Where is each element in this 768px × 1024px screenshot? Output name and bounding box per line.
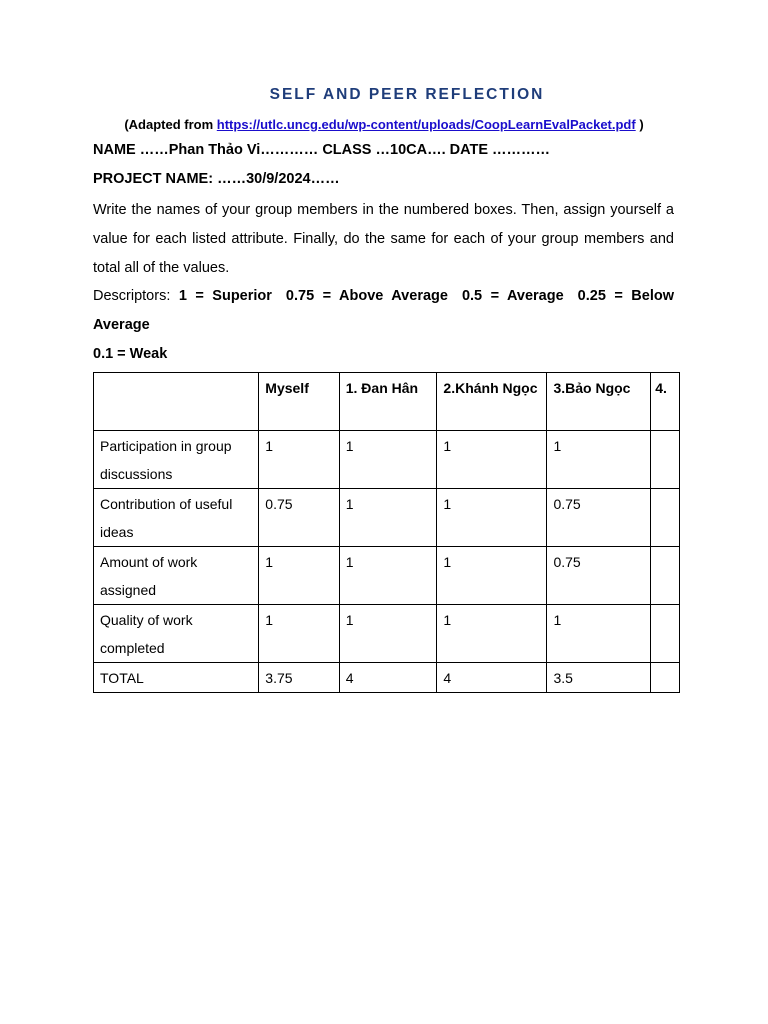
table-cell: 1 <box>259 605 339 663</box>
table-row <box>94 489 680 547</box>
table-cell: 1 <box>339 605 437 663</box>
descriptor-above-average: 0.75 = Above Average <box>285 288 448 304</box>
table-cell <box>651 547 680 605</box>
project-name-line: PROJECT NAME: ……30/9/2024…… <box>93 171 340 187</box>
table-header-row <box>94 373 680 431</box>
total-cell: 3.5 <box>547 663 651 693</box>
table-cell: 1 <box>437 489 547 547</box>
total-label: TOTAL <box>94 663 259 693</box>
total-cell: 3.75 <box>259 663 339 693</box>
total-cell: 4 <box>339 663 437 693</box>
descriptor-average: 0.5 = Average <box>461 288 564 304</box>
table-cell: 1 <box>547 605 651 663</box>
descriptors-label: Descriptors: <box>93 288 171 304</box>
table-cell: 1 <box>259 547 339 605</box>
descriptor-below-average: 0.25 = Below Average <box>93 288 674 333</box>
table-header-cell: 3.Bảo Ngọc <box>547 373 651 431</box>
table-cell: 1 <box>437 605 547 663</box>
table-cell: 1 <box>437 431 547 489</box>
table-row <box>94 431 680 489</box>
row-label: Quality of work completed <box>94 605 259 663</box>
source-note <box>0 117 768 132</box>
descriptors-paragraph <box>93 282 674 369</box>
table-header-cell: 1. Đan Hân <box>339 373 437 431</box>
table-cell: 0.75 <box>547 547 651 605</box>
source-prefix: (Adapted from <box>124 117 217 132</box>
descriptor-superior: 1 = Superior <box>178 288 272 304</box>
source-suffix: ) <box>635 117 644 132</box>
total-cell: 4 <box>437 663 547 693</box>
table-cell: 1 <box>339 489 437 547</box>
table-cell: 1 <box>437 547 547 605</box>
table-cell: 0.75 <box>259 489 339 547</box>
evaluation-table <box>93 372 680 693</box>
row-label: Contribution of useful ideas <box>94 489 259 547</box>
source-link[interactable]: https://utlc.uncg.edu/wp-content/uploads/CoopLearnEvalPacket.pdf <box>216 117 636 132</box>
table-cell <box>651 489 680 547</box>
table-cell <box>651 431 680 489</box>
table-cell: 1 <box>259 431 339 489</box>
total-cell <box>651 663 680 693</box>
table-header-cell <box>94 373 259 431</box>
page-title: SELF AND PEER REFLECTION <box>269 86 545 103</box>
table-row <box>94 547 680 605</box>
table-header-cell: 2.Khánh Ngọc <box>437 373 547 431</box>
table-cell: 1 <box>547 431 651 489</box>
total-row <box>94 663 680 693</box>
table-cell: 1 <box>339 431 437 489</box>
row-label: Participation in group discussions <box>94 431 259 489</box>
row-label: Amount of work assigned <box>94 547 259 605</box>
descriptor-weak: 0.1 = Weak <box>93 346 168 362</box>
table-row <box>94 605 680 663</box>
table-cell: 0.75 <box>547 489 651 547</box>
table-cell: 1 <box>339 547 437 605</box>
table-cell <box>651 605 680 663</box>
instructions-paragraph: Write the names of your group members in the numbered boxes. Then, assign yourself a value for each listed attribute. Finally, do the same for each of your group members and total all of the values. <box>93 202 674 276</box>
name-class-date-line: NAME ……Phan Thảo Vi………… CLASS …10CA…. DATE ………… <box>93 142 551 158</box>
table-header-cell: Myself <box>259 373 339 431</box>
table-header-cell: 4. <box>651 373 680 431</box>
